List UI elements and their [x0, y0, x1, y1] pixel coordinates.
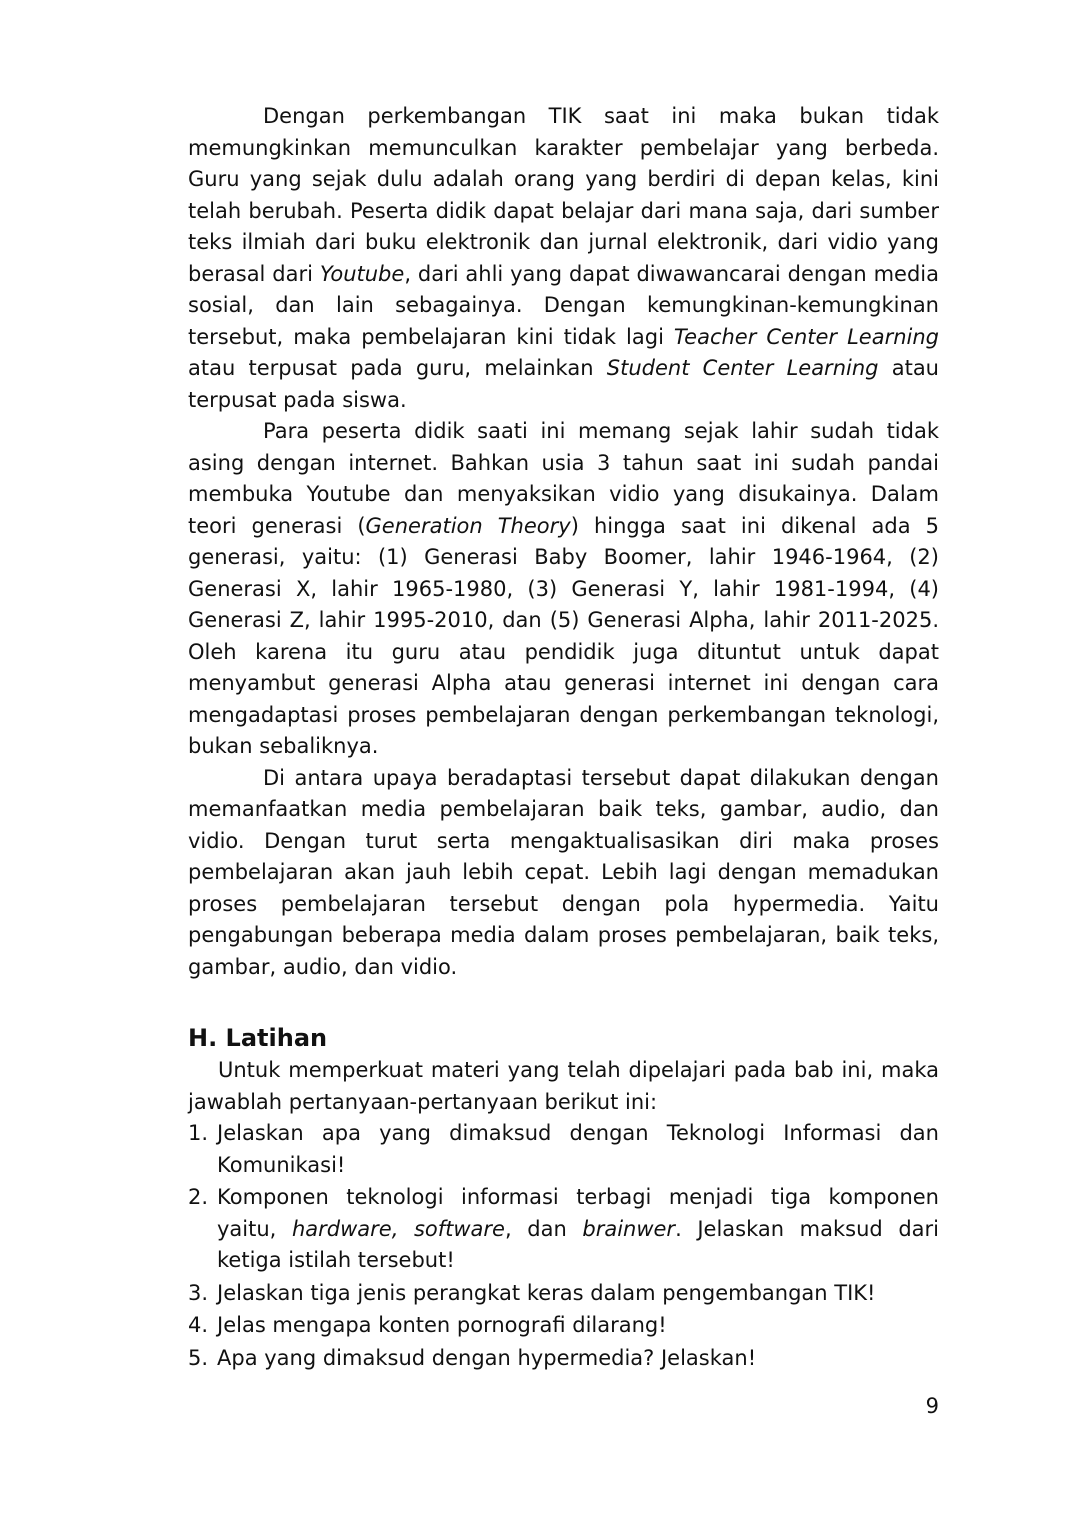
text-run: , dari ahli yang dapat diwawancarai dengan media sosial, dan lain sebagainya. Dengan kemungkinan-kemungkinan tersebut, maka pembelajaran kini tidak lagi [188, 261, 939, 349]
text-run: . Jelaskan maksud dari ketiga istilah tersebut! [217, 1216, 939, 1272]
text-run: Komponen teknologi informasi terbagi menjadi tiga komponen yaitu, [217, 1185, 939, 1241]
text-run: Jelaskan apa yang dimaksud dengan Teknologi Informasi dan Komunikasi! [217, 1121, 939, 1177]
paragraph [188, 763, 939, 984]
list-item-text [217, 1278, 939, 1310]
text-run: Jelaskan tiga jenis perangkat keras dalam pengembangan TIK! [217, 1280, 876, 1305]
list-item-text [217, 1343, 939, 1375]
italic-text: Generation Theory [365, 513, 571, 538]
list-item [188, 1182, 939, 1277]
page-content [188, 101, 939, 1375]
text-run: ) hingga saat ini dikenal ada 5 generasi, yaitu: (1) Generasi Baby Boomer, lahir 1946-1964, (2) Generasi X, lahir 1965-1980, (3) Generasi Y, lahir 1981-1994, (4) Generasi Z, lahir 1995-2010, dan (5) Generasi Alpha, lahir 2011-2025. Oleh karena itu guru atau pendidik juga dituntut untuk dapat menyambut generasi Alpha atau generasi internet ini dengan cara mengadaptasi proses pembelajaran dengan perkembangan teknologi, bukan sebaliknya. [188, 513, 939, 758]
text-run: Apa yang dimaksud dengan hypermedia? Jelaskan! [217, 1345, 757, 1370]
body-text [188, 101, 939, 983]
paragraph [188, 101, 939, 416]
list-item-number: 4. [188, 1313, 209, 1337]
italic-text: Student Center Learning [606, 356, 879, 380]
list-item-text [217, 1118, 939, 1181]
section-intro: Untuk memperkuat materi yang telah dipelajari pada bab ini, maka jawablah pertanyaan-pertanyaan berikut ini: [188, 1058, 939, 1114]
text-run: Para peserta didik saati ini memang sejak lahir sudah tidak asing dengan internet. Bahkan usia 3 tahun saat ini sudah pandai membuka Youtube dan menyaksikan vidio yang disukainya. Dalam teori generasi ( [188, 419, 939, 538]
list-item-number: 2. [188, 1185, 209, 1209]
page-number: 9 [925, 1394, 939, 1418]
italic-text: brainwer [582, 1216, 676, 1241]
list-item-number: 1. [188, 1121, 209, 1145]
list-item [188, 1278, 939, 1310]
text-run: Jelas mengapa konten pornografi dilarang! [217, 1313, 667, 1337]
list-item-number: 3. [188, 1280, 209, 1305]
list-item [188, 1343, 939, 1375]
text-run: atau terpusat pada guru, melainkan [188, 356, 607, 380]
list-item [188, 1118, 939, 1181]
list-item-text [217, 1182, 939, 1277]
text-run: , dan [504, 1216, 583, 1241]
question-list [188, 1118, 939, 1374]
italic-text: Teacher Center Learning [673, 324, 939, 349]
italic-text: hardware, software [291, 1216, 505, 1241]
paragraph [188, 416, 939, 763]
list-item-number: 5. [188, 1345, 209, 1370]
section-heading: H. Latihan [188, 1024, 328, 1052]
text-run: Dengan perkembangan TIK saat ini maka bukan tidak memungkinkan memunculkan karakter pembelajar yang berbeda. Guru yang sejak dulu adalah orang yang berdiri di depan kelas, kini telah berubah. Peserta didik dapat belajar dari mana saja, dari sumber teks ilmiah dari buku elektronik dan jurnal elektronik, dari vidio yang berasal dari [188, 104, 939, 286]
italic-text: Youtube [319, 261, 405, 286]
text-run: atau terpusat pada siswa. [188, 356, 939, 412]
text-run: Di antara upaya beradaptasi tersebut dapat dilakukan dengan memanfaatkan media pembelajaran baik teks, gambar, audio, dan vidio. Dengan turut serta mengaktualisasikan diri maka proses pembelajaran akan jauh lebih cepat. Lebih lagi dengan memadukan proses pembelajaran tersebut dengan pola hypermedia. Yaitu pengabungan beberapa media dalam proses pembelajaran, baik teks, gambar, audio, dan vidio. [188, 765, 939, 979]
list-item [188, 1310, 939, 1342]
list-item-text [217, 1310, 939, 1342]
